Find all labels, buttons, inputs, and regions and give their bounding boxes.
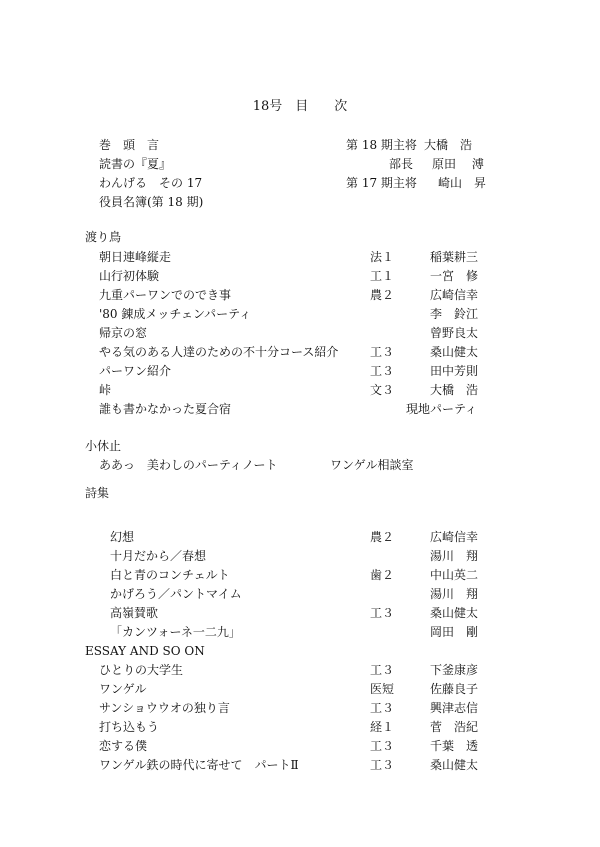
toc-entry-author: 崎山 昇 [438, 176, 487, 190]
toc-entry-title: 誰も書かなかった夏合宿 [99, 402, 232, 416]
section-heading: 詩集 [85, 486, 110, 500]
toc-entry-dept: 医短 [370, 682, 395, 696]
toc-entry-author: 稲葉耕三 [430, 250, 479, 264]
toc-entry-dept: 工３ [370, 758, 395, 772]
toc-entry-dept: 農２ [370, 530, 395, 544]
toc-entry-author: 湯川 翔 [430, 587, 479, 601]
toc-entry-title: ひとりの大学生 [99, 663, 184, 677]
toc-entry-title: かげろう／パントマイム [110, 587, 242, 601]
toc-entry-author: 李 鈴江 [430, 307, 479, 321]
toc-entry-role: 部長 [389, 157, 414, 171]
toc-entry-title: 十月だから／春想 [110, 549, 207, 563]
toc-entry-author: 桑山健太 [430, 758, 479, 772]
toc-entry-title: 読書の『夏』 [99, 157, 172, 171]
toc-entry-author: 広崎信幸 [430, 530, 479, 544]
toc-entry-title: ワンゲル [99, 682, 147, 696]
toc-entry-title: 巻 頭 言 [99, 138, 160, 152]
toc-entry-author: 大橋 浩 [430, 383, 479, 397]
toc-entry-title: 幻想 [110, 530, 135, 544]
toc-entry-dept: 工３ [370, 739, 395, 753]
toc-entry-author: 大橋 浩 [424, 138, 473, 152]
toc-entry-title: '80 錬成メッチェンパーティ [99, 307, 252, 321]
toc-entry-author: 現地パーティ [406, 402, 478, 416]
toc-entry-dept: 工３ [370, 364, 395, 378]
toc-entry-author: 田中芳則 [430, 364, 479, 378]
toc-entry-title: 恋する僕 [99, 739, 148, 753]
toc-entry-dept: 工３ [370, 606, 395, 620]
toc-entry-author: 菅 浩紀 [430, 720, 479, 734]
toc-entry-dept: 工３ [370, 663, 395, 677]
toc-entry-author: 中山英二 [430, 568, 479, 582]
toc-entry-title: わんげる その 17 [99, 176, 203, 190]
toc-entry-title: 高嶺賛歌 [110, 606, 159, 620]
toc-entry-title: 峠 [99, 383, 112, 397]
toc-entry-author: 桑山健太 [430, 606, 479, 620]
page-title: 18号 目 次 [252, 99, 348, 114]
toc-entry-title: 白と青のコンチェルト [110, 568, 230, 582]
toc-entry-author: 一宮 修 [430, 269, 479, 283]
toc-entry-title: 「カンツォーネ一二九」 [110, 625, 241, 639]
toc-entry-author: 佐藤良子 [430, 682, 479, 696]
toc-entry-author: 桑山健太 [430, 345, 479, 359]
toc-entry-title: 山行初体験 [99, 269, 160, 283]
toc-entry-author: 湯川 翔 [430, 549, 479, 563]
toc-entry-author: 広崎信幸 [430, 288, 479, 302]
toc-entry-title: 朝日連峰縦走 [99, 250, 172, 264]
toc-entry-dept: 農２ [370, 288, 395, 302]
toc-entry-dept: 工１ [370, 269, 395, 283]
toc-entry-role: 第 18 期主将 [346, 138, 417, 152]
toc-entry-author: 千葉 透 [430, 739, 479, 753]
section-heading: 小休止 [85, 439, 122, 453]
toc-entry-title: サンショウウオの独り言 [99, 701, 230, 715]
toc-entry-title: 打ち込もう [99, 720, 160, 734]
toc-entry-dept: 工３ [370, 701, 395, 715]
toc-entry-dept: 文３ [370, 383, 395, 397]
toc-entry-title: 九重パーワンでのでき事 [99, 288, 232, 302]
toc-entry-author: 岡田 剛 [430, 625, 479, 639]
toc-entry-title: 帰京の窓 [99, 326, 148, 340]
toc-entry-author: 下釜康彦 [430, 663, 479, 677]
toc-entry-title: ああっ 美わしのパーティノート [99, 458, 278, 472]
toc-entry-dept: 歯２ [370, 568, 395, 582]
toc-entry-author: ワンゲル相談室 [330, 458, 414, 472]
toc-entry-dept: 法１ [370, 250, 395, 264]
toc-entry-author: 曾野良太 [430, 326, 479, 340]
toc-entry-title: 役員名簿(第 18 期) [99, 195, 204, 209]
toc-entry-author: 興津志信 [430, 701, 479, 715]
toc-entry-author: 原田 溥 [432, 157, 484, 171]
toc-entry-title: やる気のある人達のための不十分コース紹介 [99, 345, 339, 359]
toc-entry-dept: 経１ [370, 720, 395, 734]
section-heading: 渡り鳥 [85, 230, 122, 244]
section-heading: ESSAY AND SO ON [85, 644, 205, 658]
toc-entry-role: 第 17 期主将 [346, 176, 417, 190]
toc-entry-title: ワンゲル鉄の時代に寄せて パートⅡ [99, 758, 299, 772]
toc-entry-dept: 工３ [370, 345, 395, 359]
toc-entry-title: パーワン紹介 [99, 364, 172, 378]
